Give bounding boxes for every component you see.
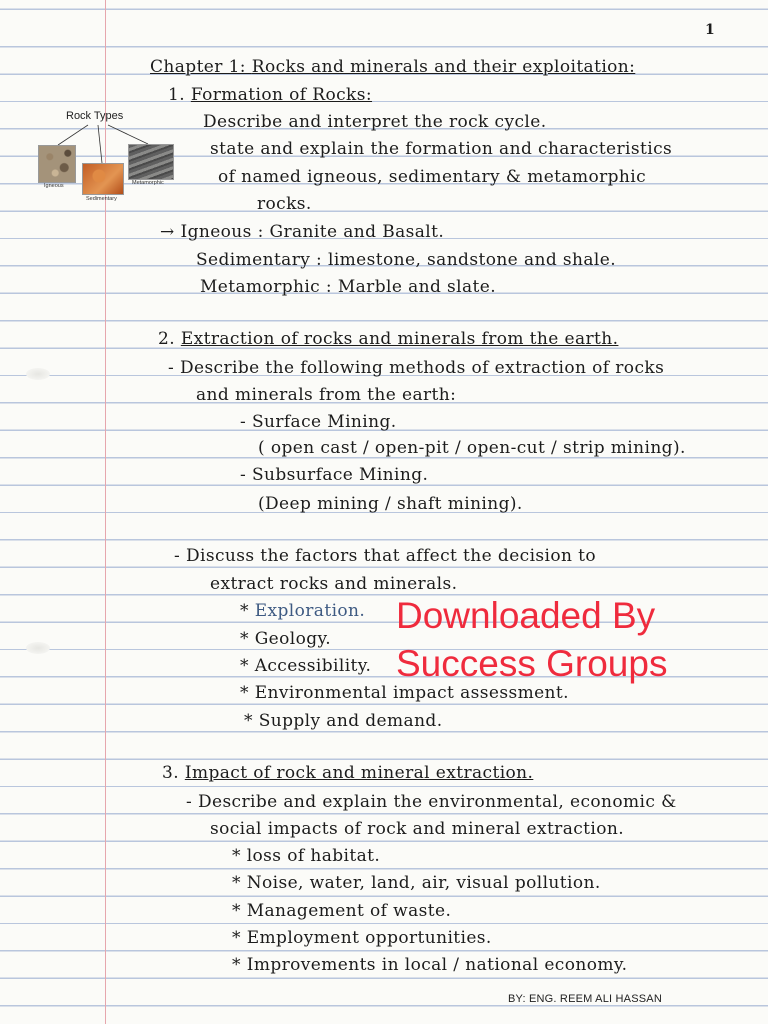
factor-item: * Accessibility. — [240, 656, 372, 676]
section2-line: ( open cast / open-pit / open-cut / strip mining). — [258, 438, 686, 458]
rock-example: Sedimentary : limestone, sandstone and shale. — [196, 250, 617, 270]
section1-line: state and explain the formation and characteristics — [210, 139, 673, 159]
punch-hole — [26, 368, 50, 380]
chapter-title: Rocks and minerals and their exploitation: — [251, 57, 636, 77]
section2-title: Extraction of rocks and minerals from the earth. — [180, 329, 619, 349]
section1-heading — [168, 84, 372, 106]
impact-item: * Employment opportunities. — [232, 928, 492, 948]
igneous-rock-image — [38, 145, 76, 183]
punch-hole — [26, 642, 50, 654]
watermark — [396, 592, 667, 688]
section2-heading — [158, 328, 618, 350]
section1-line: of named igneous, sedimentary & metamorphic — [218, 167, 647, 187]
chapter-heading — [150, 56, 635, 78]
factor-item: * Supply and demand. — [244, 711, 443, 731]
impact-item: * Noise, water, land, air, visual pollution. — [232, 873, 601, 893]
section3-title: Impact of rock and mineral extraction. — [184, 763, 534, 783]
metamorphic-rock-image — [128, 144, 174, 180]
sedimentary-label: Sedimentary — [86, 196, 117, 202]
chapter-prefix: Chapter 1: — [150, 57, 252, 77]
section2-line: - Subsurface Mining. — [240, 465, 429, 485]
metamorphic-label: Metamorphic — [132, 180, 164, 186]
factor-item — [240, 600, 365, 622]
section3-number: 3. — [162, 763, 185, 783]
section1-line: rocks. — [257, 194, 312, 214]
factor-item: * Geology. — [240, 629, 332, 649]
section3-heading — [162, 762, 533, 784]
sedimentary-rock-image — [82, 163, 124, 195]
section1-title: Formation of Rocks: — [190, 85, 373, 105]
section2-line: (Deep mining / shaft mining). — [258, 494, 523, 514]
impact-item: * Management of waste. — [232, 901, 452, 921]
section2-line: and minerals from the earth: — [196, 385, 457, 405]
factor-exploration: Exploration. — [254, 601, 366, 621]
rock-example: → Igneous : Granite and Basalt. — [160, 222, 445, 242]
page-number: 1 — [705, 22, 715, 38]
rock-types-figure — [36, 108, 176, 208]
igneous-label: Igneous — [44, 183, 64, 189]
factor-item: * Environmental impact assessment. — [240, 683, 569, 703]
section3-line: - Describe and explain the environmental, economic & — [186, 792, 677, 812]
author-credit: BY: ENG. REEM ALI HASSAN — [508, 993, 662, 1005]
section1-line: Describe and interpret the rock cycle. — [203, 112, 547, 132]
section2-number: 2. — [158, 329, 181, 349]
factors-intro: extract rocks and minerals. — [210, 574, 458, 594]
section2-line: - Surface Mining. — [240, 412, 397, 432]
factors-intro: - Discuss the factors that affect the decision to — [174, 546, 597, 566]
watermark-line2: Success Groups — [396, 643, 668, 684]
section1-number: 1. — [168, 85, 191, 105]
factor-bullet: * — [240, 601, 255, 621]
section3-line: social impacts of rock and mineral extraction. — [210, 819, 625, 839]
figure-title: Rock Types — [66, 110, 124, 122]
impact-item: * loss of habitat. — [232, 846, 381, 866]
rock-example: Metamorphic : Marble and slate. — [200, 277, 497, 297]
watermark-line1: Downloaded By — [396, 595, 656, 636]
impact-item: * Improvements in local / national economy. — [232, 955, 628, 975]
section2-line: - Describe the following methods of extraction of rocks — [168, 358, 665, 378]
